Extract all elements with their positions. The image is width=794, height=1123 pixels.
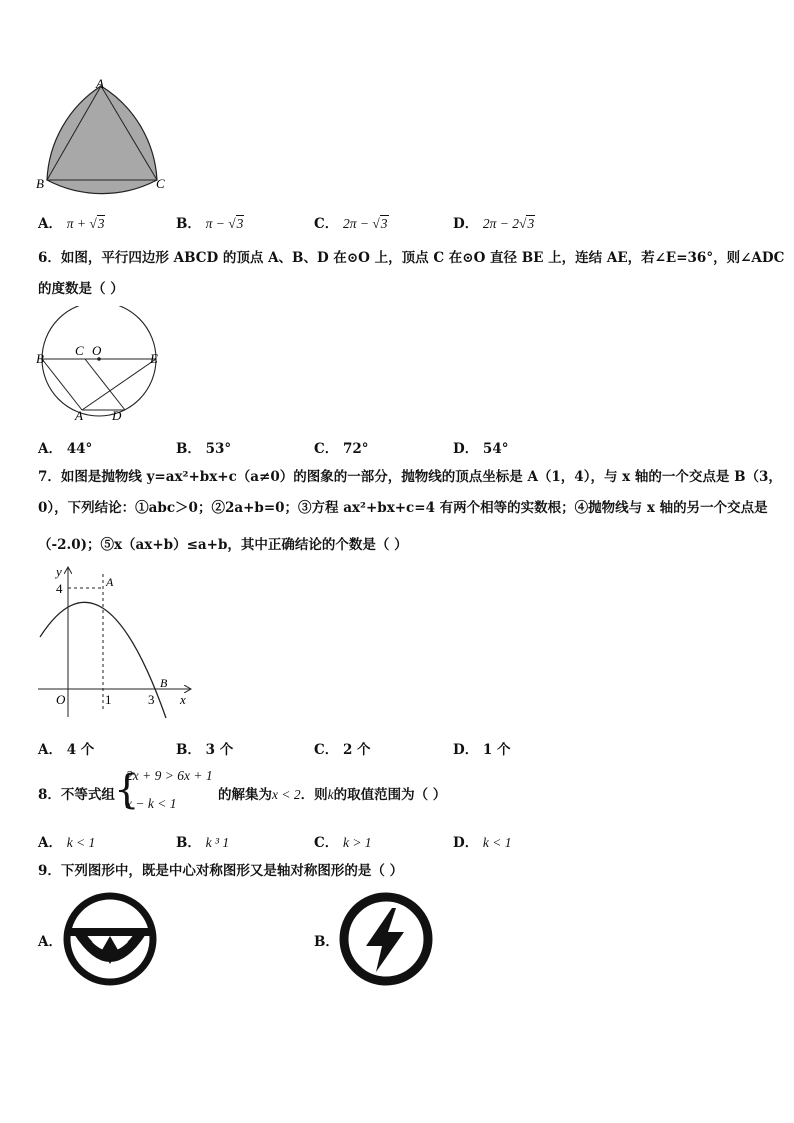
origin-label: O	[56, 692, 66, 707]
q8-brace: {	[114, 767, 140, 813]
q7-text-line1: 7．如图是抛物线 y=ax²+bx+c（a≠0）的图象的一部分，抛物线的顶点坐标是 A（1，4），与 x 轴的一个交点是 B（3，	[38, 469, 782, 485]
q7-parabola-graph	[30, 562, 200, 722]
q8-option-a: A． k < 1	[38, 835, 96, 851]
q5-option-d: D． 2π − 2√3	[453, 216, 535, 232]
q5-option-c: C． 2π − √3	[314, 216, 388, 232]
q7-option-c: C． 2 个	[314, 742, 371, 758]
root-label: B	[160, 676, 168, 690]
q8-inequality-2: x − k < 1	[126, 796, 177, 811]
tick-3: 3	[148, 692, 155, 707]
q8-inequality-1: 2x + 9 > 6x + 1	[126, 768, 213, 783]
q6-option-d: D． 54°	[453, 441, 509, 457]
x-axis-label: x	[180, 692, 186, 707]
q8-mid-text: 的解集为x < 2．则k的取值范围为（ ）	[218, 787, 447, 803]
q9-option-b-letter: B．	[314, 934, 339, 950]
q7-option-a: A． 4 个	[38, 742, 95, 758]
q8-option-c: C． k > 1	[314, 835, 372, 851]
vertex-label: A	[106, 575, 114, 589]
label-c: C	[75, 343, 84, 358]
label-e: E	[150, 351, 158, 366]
q8-prefix: 8．不等式组	[38, 787, 115, 803]
q7-text-line3: （-2.0)；⑤x（ax+b）≤a+b，其中正确结论的个数是（ ）	[38, 537, 408, 553]
q5-option-b: B． π − √3	[176, 216, 244, 232]
tick-4: 4	[56, 581, 63, 596]
q5-option-a: A． π + √3	[38, 216, 105, 232]
y-axis-label: y	[56, 564, 62, 579]
label-o: O	[92, 343, 102, 358]
q8-option-d: D． k < 1	[453, 835, 512, 851]
q9-option-a-letter: A．	[38, 934, 62, 950]
q8-option-b: B． k ³ 1	[176, 835, 230, 851]
label-d: D	[112, 408, 122, 423]
q6-text-line1: 6．如图，平行四边形 ABCD 的顶点 A、B、D 在⊙O 上，顶点 C 在⊙O 直径 BE 上，连结 AE，若∠E=36°，则∠ADC	[38, 250, 785, 266]
reuleaux-triangle-shape	[47, 86, 157, 194]
q6-option-b: B． 53°	[176, 441, 232, 457]
q9-option-b-lightning-icon	[338, 890, 434, 988]
label-a: A	[75, 408, 83, 423]
q5-figure	[30, 72, 180, 202]
q6-text-line2: 的度数是（ ）	[38, 281, 124, 297]
q7-text-line2: 0），下列结论：①abc＞0；②2a+b=0；③方程 ax²+bx+c=4 有两个相等的实数根；④抛物线与 x 轴的另一个交点是	[38, 500, 768, 516]
q6-figure	[30, 306, 170, 426]
q6-option-c: C． 72°	[314, 441, 369, 457]
label-b: B	[36, 176, 44, 191]
label-a: A	[96, 76, 104, 91]
q9-option-a-emblem-icon	[62, 890, 158, 988]
tick-1: 1	[105, 692, 112, 707]
q6-option-a: A． 44°	[38, 441, 93, 457]
label-c: C	[156, 176, 165, 191]
q9-text-line1: 9．下列图形中，既是中心对称图形又是轴对称图形的是（ ）	[38, 863, 404, 879]
q7-option-d: D． 1 个	[453, 742, 511, 758]
label-b: B	[36, 351, 44, 366]
q7-option-b: B． 3 个	[176, 742, 234, 758]
circle-o	[42, 306, 156, 416]
